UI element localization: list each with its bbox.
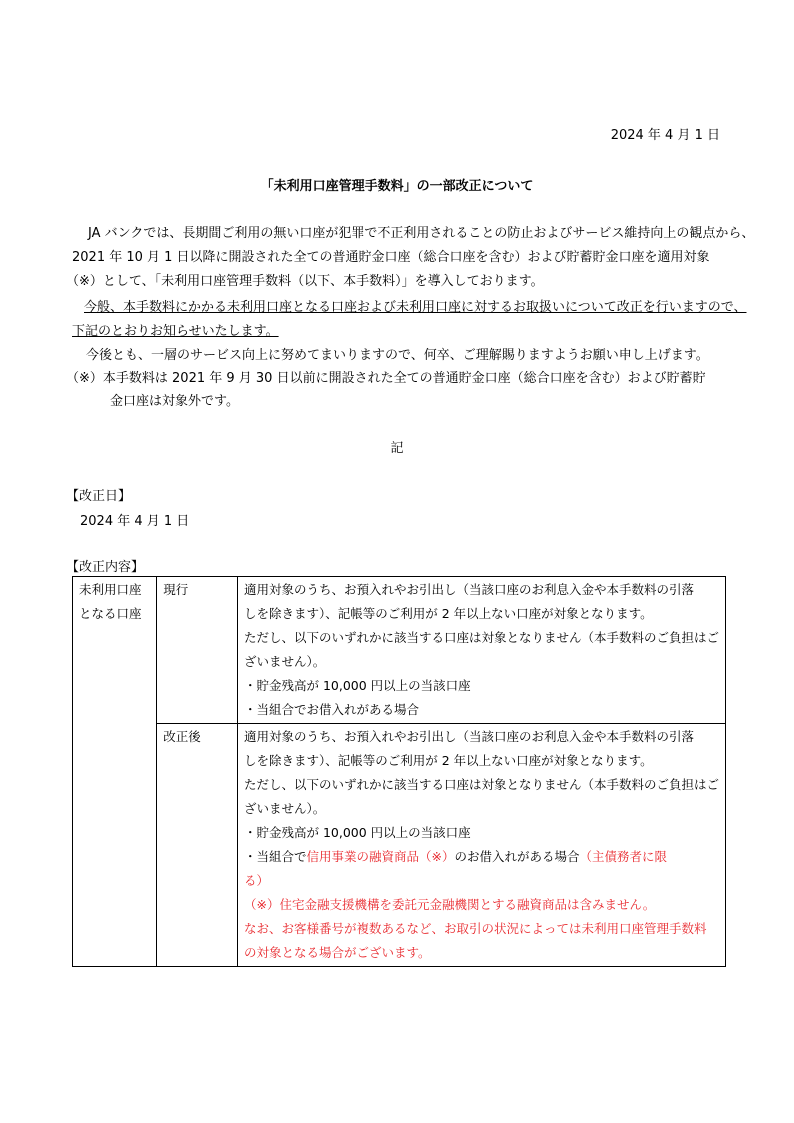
revised-content-cell — [237, 724, 725, 967]
revised-line-4: ざいません）。 — [243, 801, 326, 816]
revision-date-value: 2024 年 4 月 1 日 — [80, 514, 190, 529]
current-line-1: 適用対象のうち、お預入れやお引出し（当該口座のお利息入金や本手数料の引落 — [243, 582, 694, 597]
intro-paragraph-2-line-2: 下記のとおりお知らせいたします。 — [72, 324, 279, 339]
revised-line-9: なお、お客様番号が複数あるなど、お取引の状況によっては未利用口座管理手数料 — [243, 921, 707, 936]
document-title: 「未利用口座管理手数料」の一部改正について — [260, 179, 534, 194]
current-label: 現行 — [163, 582, 189, 597]
current-line-4: ざいません）。 — [243, 654, 326, 669]
revised-line-10: の対象となる場合がございます。 — [243, 945, 431, 960]
row-label-line-2: となる口座 — [79, 606, 142, 621]
intro-paragraph-1-line-1: JA バンクでは、長期間ご利用の無い口座が犯罪で不正利用されることの防止およびサービス維持向上の観点から、 — [88, 226, 755, 241]
row-label-line-1: 未利用口座 — [79, 582, 142, 597]
table-row-current — [73, 577, 726, 724]
document-date: 2024 年 4 月 1 日 — [610, 128, 720, 143]
current-line-3: ただし、以下のいずれかに該当する口座は対象となりません（本手数料のご負担はご — [243, 630, 719, 645]
table-row-revised — [73, 724, 726, 967]
revision-date-heading: 【改正日】 — [66, 489, 132, 504]
revised-line-2: しを除きます）、記帳等のご利用が 2 年以上ない口座が対象となります。 — [243, 753, 653, 768]
revised-line-7: る） — [243, 873, 269, 888]
revised-line-1: 適用対象のうち、お預入れやお引出し（当該口座のお利息入金や本手数料の引落 — [243, 729, 694, 744]
revised-line-6 — [244, 845, 719, 869]
revised-line-6-c: のお借入れがある場合 — [454, 849, 580, 864]
revised-label: 改正後 — [163, 729, 201, 744]
current-label-cell — [157, 577, 238, 724]
intro-paragraph-1-line-3: （※）として、「未利用口座管理手数料（以下、本手数料）」を導入しております。 — [66, 274, 544, 289]
intro-paragraph-1-line-2: 2021 年 10 月 1 日以降に開設された全ての普通貯金口座（総合口座を含む）および貯蓄貯金口座を適用対象 — [72, 250, 710, 265]
revised-label-cell — [157, 724, 238, 967]
revised-line-8: （※）住宅金融支援機構を委託元金融機関とする融資商品は含みません。 — [243, 897, 656, 912]
note-line-1: （※）本手数料は 2021 年 9 月 30 日以前に開設された全ての普通貯金口座（総合口座を含む）および貯蓄貯 — [66, 371, 706, 386]
intro-paragraph-3: 今後とも、一層のサービス向上に努めてまいりますので、何卒、ご理解賜りますようお願い申し上げます。 — [86, 348, 709, 363]
row-label-cell — [73, 577, 157, 967]
revised-line-6-b: 信用事業の融資商品（※） — [306, 849, 455, 864]
revised-line-5: ・貯金残高が 10,000 円以上の当該口座 — [243, 825, 471, 840]
revision-content-heading: 【改正内容】 — [66, 560, 145, 575]
revised-line-6-d: （主債務者に限 — [579, 849, 668, 864]
intro-paragraph-2-line-1: 今般、本手数料にかかる未利用口座となる口座および未利用口座に対するお取扱いについて改正を行いますので、 — [84, 300, 747, 315]
current-line-5: ・貯金残高が 10,000 円以上の当該口座 — [243, 678, 471, 693]
current-line-2: しを除きます）、記帳等のご利用が 2 年以上ない口座が対象となります。 — [243, 606, 653, 621]
revised-line-3: ただし、以下のいずれかに該当する口座は対象となりません（本手数料のご負担はご — [243, 777, 719, 792]
revision-table — [72, 576, 726, 967]
revised-line-6-a: ・当組合で — [243, 849, 307, 864]
current-line-6: ・当組合でお借入れがある場合 — [243, 702, 419, 717]
note-line-2: 金口座は対象外です。 — [110, 394, 239, 409]
current-content-cell — [237, 577, 725, 724]
ki-marker: 記 — [390, 441, 404, 456]
